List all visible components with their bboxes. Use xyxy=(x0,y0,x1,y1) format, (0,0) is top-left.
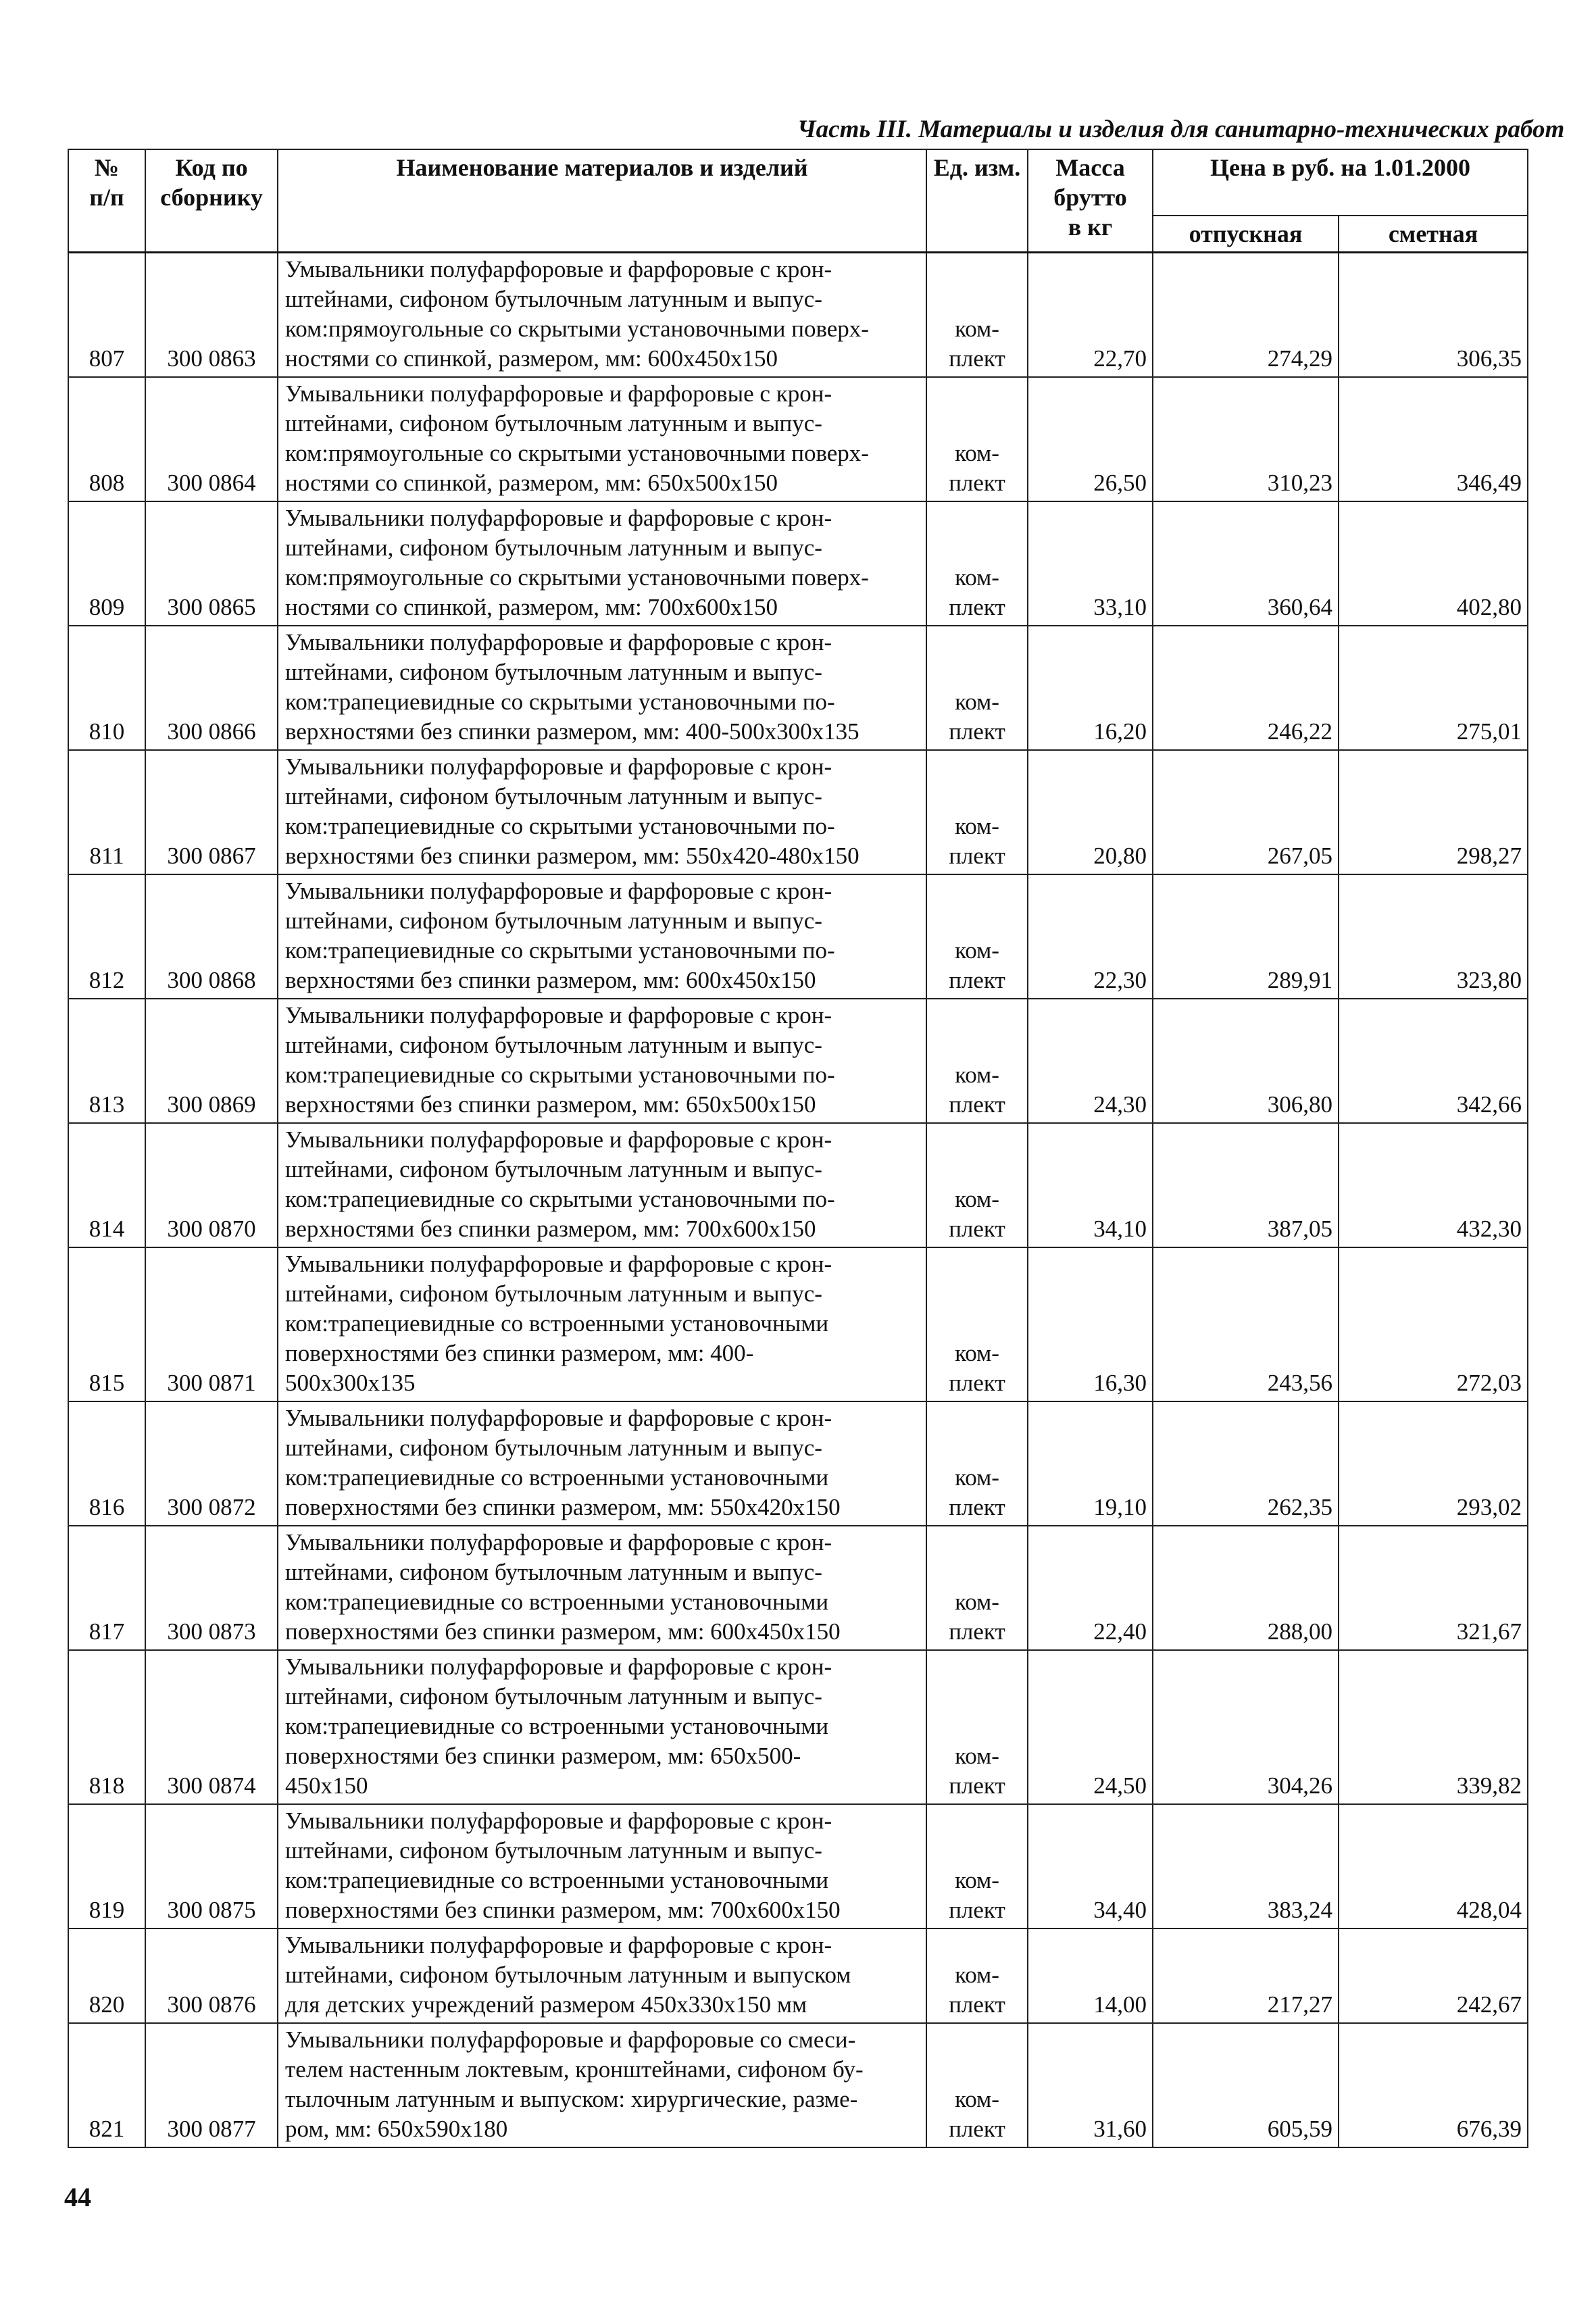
row-unit: ком- плект xyxy=(926,626,1028,750)
row-unit: ком- плект xyxy=(926,253,1028,378)
row-mass: 16,20 xyxy=(1028,626,1153,750)
table-row xyxy=(68,377,1528,501)
row-name: Умывальники полуфарфоровые и фарфоровые с крон- штейнами, сифоном бутылочным латунным и выпус- ком:трапециевидные со встроенными установочными поверхностями без спинки размером, мм: 600х450х150 xyxy=(278,1526,926,1650)
row-price-estimate: 432,30 xyxy=(1339,1123,1528,1247)
row-price-release: 243,56 xyxy=(1153,1247,1339,1401)
row-code: 300 0877 xyxy=(145,2023,278,2147)
row-code: 300 0863 xyxy=(145,253,278,378)
table-row xyxy=(68,1247,1528,1401)
row-unit: ком- плект xyxy=(926,1928,1028,2023)
row-number: 816 xyxy=(68,1401,145,1526)
table-row xyxy=(68,501,1528,626)
row-mass: 22,70 xyxy=(1028,253,1153,378)
table-row xyxy=(68,626,1528,750)
row-name: Умывальники полуфарфоровые и фарфоровые с крон- штейнами, сифоном бутылочным латунным и выпус- ком:трапециевидные со скрытыми установочными по- верхностями без спинки размером, мм: 650х500х150 xyxy=(278,999,926,1123)
row-name: Умывальники полуфарфоровые и фарфоровые с крон- штейнами, сифоном бутылочным латунным и выпус- ком:трапециевидные со скрытыми установочными по- верхностями без спинки размером, мм: 550х420-480х150 xyxy=(278,750,926,874)
row-unit: ком- плект xyxy=(926,1804,1028,1928)
price-table xyxy=(68,149,1528,2148)
row-name: Умывальники полуфарфоровые и фарфоровые с крон- штейнами, сифоном бутылочным латунным и выпус- ком:трапециевидные со встроенными установочными поверхностями без спинки размером, мм: 550х420х150 xyxy=(278,1401,926,1526)
row-number: 809 xyxy=(68,501,145,626)
row-mass: 34,40 xyxy=(1028,1804,1153,1928)
row-name: Умывальники полуфарфоровые и фарфоровые со смеси- телем настенным локтевым, кронштейнами, сифоном бу- тылочным латунным и выпуском: хирургические, разме- ром, мм: 650х590х180 xyxy=(278,2023,926,2147)
table-row xyxy=(68,750,1528,874)
row-mass: 24,30 xyxy=(1028,999,1153,1123)
row-price-estimate: 676,39 xyxy=(1339,2023,1528,2147)
row-unit: ком- плект xyxy=(926,1650,1028,1804)
row-mass: 31,60 xyxy=(1028,2023,1153,2147)
row-code: 300 0872 xyxy=(145,1401,278,1526)
row-price-release: 267,05 xyxy=(1153,750,1339,874)
row-code: 300 0865 xyxy=(145,501,278,626)
row-mass: 34,10 xyxy=(1028,1123,1153,1247)
row-name: Умывальники полуфарфоровые и фарфоровые с крон- штейнами, сифоном бутылочным латунным и выпус- ком:трапециевидные со скрытыми установочными по- верхностями без спинки размером, мм: 600х450х150 xyxy=(278,874,926,999)
header-price-estimate: сметная xyxy=(1339,216,1528,253)
row-price-release: 360,64 xyxy=(1153,501,1339,626)
row-price-estimate: 323,80 xyxy=(1339,874,1528,999)
row-mass: 22,30 xyxy=(1028,874,1153,999)
header-number: № п/п xyxy=(68,149,145,253)
row-mass: 19,10 xyxy=(1028,1401,1153,1526)
row-price-release: 246,22 xyxy=(1153,626,1339,750)
row-mass: 26,50 xyxy=(1028,377,1153,501)
header-code: Код по сборнику xyxy=(145,149,278,253)
row-number: 820 xyxy=(68,1928,145,2023)
row-unit: ком- плект xyxy=(926,1401,1028,1526)
header-name: Наименование материалов и изделий xyxy=(278,149,926,253)
row-price-release: 289,91 xyxy=(1153,874,1339,999)
header-unit: Ед. изм. xyxy=(926,149,1028,253)
row-price-release: 310,23 xyxy=(1153,377,1339,501)
row-unit: ком- плект xyxy=(926,1123,1028,1247)
row-name: Умывальники полуфарфоровые и фарфоровые с крон- штейнами, сифоном бутылочным латунным и выпус- ком:прямоугольные со скрытыми установочными поверх- ностями со спинкой, размером, мм: 600х450х150 xyxy=(278,253,926,378)
table-row xyxy=(68,1650,1528,1804)
row-price-release: 304,26 xyxy=(1153,1650,1339,1804)
row-name: Умывальники полуфарфоровые и фарфоровые с крон- штейнами, сифоном бутылочным латунным и выпус- ком:прямоугольные со скрытыми установочными поверх- ностями со спинкой, размером, мм: 700х600х150 xyxy=(278,501,926,626)
header-mass: Масса брутто в кг xyxy=(1028,149,1153,253)
table-header-row xyxy=(68,149,1528,216)
row-mass: 20,80 xyxy=(1028,750,1153,874)
row-code: 300 0866 xyxy=(145,626,278,750)
row-code: 300 0869 xyxy=(145,999,278,1123)
row-unit: ком- плект xyxy=(926,501,1028,626)
row-code: 300 0870 xyxy=(145,1123,278,1247)
row-name: Умывальники полуфарфоровые и фарфоровые с крон- штейнами, сифоном бутылочным латунным и выпус- ком:прямоугольные со скрытыми установочными поверх- ностями со спинкой, размером, мм: 650х500х150 xyxy=(278,377,926,501)
row-price-estimate: 306,35 xyxy=(1339,253,1528,378)
header-price: Цена в руб. на 1.01.2000 xyxy=(1153,149,1528,216)
row-name: Умывальники полуфарфоровые и фарфоровые с крон- штейнами, сифоном бутылочным латунным и выпус- ком:трапециевидные со скрытыми установочными по- верхностями без спинки размером, мм: 400-500х300х135 xyxy=(278,626,926,750)
row-code: 300 0864 xyxy=(145,377,278,501)
row-price-estimate: 272,03 xyxy=(1339,1247,1528,1401)
row-unit: ком- плект xyxy=(926,999,1028,1123)
row-number: 819 xyxy=(68,1804,145,1928)
header-price-release: отпускная xyxy=(1153,216,1339,253)
row-price-release: 288,00 xyxy=(1153,1526,1339,1650)
table-body xyxy=(68,253,1528,2148)
row-price-estimate: 342,66 xyxy=(1339,999,1528,1123)
row-number: 812 xyxy=(68,874,145,999)
row-code: 300 0875 xyxy=(145,1804,278,1928)
row-unit: ком- плект xyxy=(926,2023,1028,2147)
row-price-estimate: 428,04 xyxy=(1339,1804,1528,1928)
row-mass: 16,30 xyxy=(1028,1247,1153,1401)
row-name: Умывальники полуфарфоровые и фарфоровые с крон- штейнами, сифоном бутылочным латунным и выпус- ком:трапециевидные со встроенными установочными поверхностями без спинки размером, мм: 700х600х150 xyxy=(278,1804,926,1928)
row-name: Умывальники полуфарфоровые и фарфоровые с крон- штейнами, сифоном бутылочным латунным и выпус- ком:трапециевидные со встроенными установочными поверхностями без спинки размером, мм: 650х500- 450х150 xyxy=(278,1650,926,1804)
row-mass: 14,00 xyxy=(1028,1928,1153,2023)
running-head: Часть III. Материалы и изделия для санитарно-технических работ xyxy=(797,116,1565,143)
row-code: 300 0868 xyxy=(145,874,278,999)
table-row xyxy=(68,253,1528,378)
row-price-release: 262,35 xyxy=(1153,1401,1339,1526)
row-unit: ком- плект xyxy=(926,1526,1028,1650)
row-number: 807 xyxy=(68,253,145,378)
table-row xyxy=(68,874,1528,999)
row-number: 808 xyxy=(68,377,145,501)
row-unit: ком- плект xyxy=(926,377,1028,501)
row-unit: ком- плект xyxy=(926,1247,1028,1401)
table-row xyxy=(68,1401,1528,1526)
row-number: 815 xyxy=(68,1247,145,1401)
row-number: 810 xyxy=(68,626,145,750)
row-name: Умывальники полуфарфоровые и фарфоровые с крон- штейнами, сифоном бутылочным латунным и выпус- ком:трапециевидные со встроенными установочными поверхностями без спинки размером, мм: 400- 500х300х135 xyxy=(278,1247,926,1401)
row-number: 814 xyxy=(68,1123,145,1247)
row-price-estimate: 321,67 xyxy=(1339,1526,1528,1650)
row-number: 818 xyxy=(68,1650,145,1804)
row-price-estimate: 298,27 xyxy=(1339,750,1528,874)
table-row xyxy=(68,1804,1528,1928)
page-number: 44 xyxy=(64,2182,91,2212)
table-row xyxy=(68,1526,1528,1650)
row-price-estimate: 275,01 xyxy=(1339,626,1528,750)
row-number: 811 xyxy=(68,750,145,874)
row-mass: 33,10 xyxy=(1028,501,1153,626)
row-price-estimate: 402,80 xyxy=(1339,501,1528,626)
row-code: 300 0873 xyxy=(145,1526,278,1650)
row-unit: ком- плект xyxy=(926,874,1028,999)
row-unit: ком- плект xyxy=(926,750,1028,874)
row-number: 817 xyxy=(68,1526,145,1650)
row-price-estimate: 242,67 xyxy=(1339,1928,1528,2023)
row-price-estimate: 293,02 xyxy=(1339,1401,1528,1526)
row-number: 813 xyxy=(68,999,145,1123)
table-row xyxy=(68,1928,1528,2023)
row-price-estimate: 339,82 xyxy=(1339,1650,1528,1804)
row-name: Умывальники полуфарфоровые и фарфоровые с крон- штейнами, сифоном бутылочным латунным и выпуском для детских учреждений размером 450х330х150 мм xyxy=(278,1928,926,2023)
row-code: 300 0871 xyxy=(145,1247,278,1401)
row-code: 300 0876 xyxy=(145,1928,278,2023)
row-price-release: 306,80 xyxy=(1153,999,1339,1123)
row-price-release: 383,24 xyxy=(1153,1804,1339,1928)
row-code: 300 0874 xyxy=(145,1650,278,1804)
row-price-release: 605,59 xyxy=(1153,2023,1339,2147)
row-number: 821 xyxy=(68,2023,145,2147)
row-price-release: 274,29 xyxy=(1153,253,1339,378)
table-row xyxy=(68,999,1528,1123)
row-price-release: 387,05 xyxy=(1153,1123,1339,1247)
row-mass: 24,50 xyxy=(1028,1650,1153,1804)
row-price-release: 217,27 xyxy=(1153,1928,1339,2023)
row-code: 300 0867 xyxy=(145,750,278,874)
row-mass: 22,40 xyxy=(1028,1526,1153,1650)
row-price-estimate: 346,49 xyxy=(1339,377,1528,501)
row-name: Умывальники полуфарфоровые и фарфоровые с крон- штейнами, сифоном бутылочным латунным и выпус- ком:трапециевидные со скрытыми установочными по- верхностями без спинки размером, мм: 700х600х150 xyxy=(278,1123,926,1247)
table-row xyxy=(68,1123,1528,1247)
table-row xyxy=(68,2023,1528,2147)
